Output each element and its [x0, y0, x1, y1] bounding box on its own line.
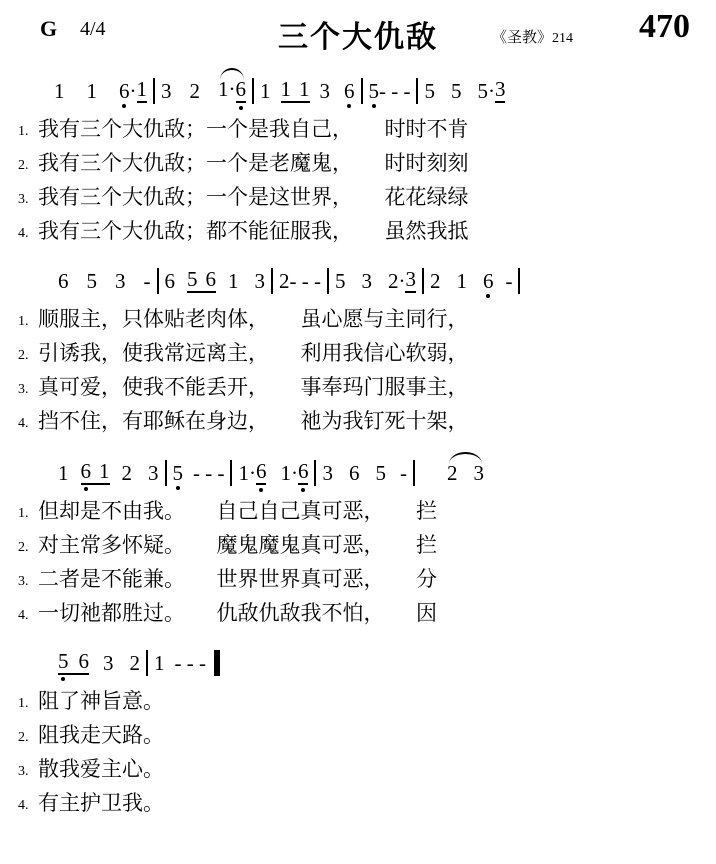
- note: 6: [78, 649, 89, 674]
- hymn-number: 470: [639, 8, 690, 45]
- note: 5: [172, 460, 183, 485]
- verse-number: 1.: [18, 124, 29, 139]
- note: 6: [482, 268, 494, 293]
- time-signature: 4/4: [80, 18, 106, 40]
- note: 1: [456, 268, 467, 293]
- lyrics-block-4: [18, 684, 698, 820]
- page-header: [18, 6, 698, 62]
- verse-number: 3.: [18, 192, 29, 208]
- note: 1: [260, 78, 271, 103]
- lyric-line: [18, 562, 698, 596]
- note: 1: [99, 459, 110, 484]
- verse-number: 2.: [18, 540, 29, 556]
- note: 1: [58, 460, 69, 485]
- dash: - - -: [193, 460, 225, 485]
- source-reference: [492, 26, 573, 47]
- note: 1: [299, 77, 310, 101]
- verse-number: 1.: [18, 506, 29, 522]
- barline: [518, 268, 520, 294]
- dot-prolong: ·: [228, 77, 236, 101]
- note: 5: [424, 78, 435, 103]
- barline: [416, 78, 418, 104]
- lyric-line: [18, 404, 698, 438]
- note: 3: [148, 460, 159, 485]
- lyric-line: [18, 302, 698, 336]
- note: 3: [322, 460, 333, 485]
- verse-number: 4.: [18, 798, 29, 814]
- note: 1: [238, 460, 249, 485]
- note: 3: [473, 460, 484, 485]
- lyric-line: [18, 528, 698, 562]
- lyric-text: 我有三个大仇敌；一个是这世界， 花花绿绿: [38, 185, 469, 210]
- lyric-text: 我有三个大仇敌；都不能征服我， 虽然我抵: [38, 219, 469, 244]
- lyric-line: [18, 370, 698, 404]
- note: 2: [429, 268, 441, 293]
- dash: - - -: [174, 650, 206, 675]
- note: 5: [334, 268, 346, 293]
- note: 2: [279, 268, 290, 293]
- note: 6: [344, 78, 355, 103]
- note: 6: [255, 459, 267, 484]
- music-system-3: [18, 454, 698, 630]
- note: 1: [154, 650, 165, 675]
- dot-prolong: ·: [487, 78, 495, 103]
- barline: [146, 650, 148, 676]
- note: 1: [228, 268, 239, 293]
- verse-number: 3.: [18, 764, 29, 780]
- beamed-group: [187, 269, 216, 293]
- note: 2: [189, 78, 200, 103]
- page-title: 三个大仇敌: [278, 20, 438, 55]
- note: 3: [103, 650, 114, 675]
- note: 2: [121, 460, 132, 485]
- barline: [327, 268, 329, 294]
- barline: [413, 460, 415, 486]
- note: 1: [280, 77, 291, 101]
- dash: -: [505, 268, 513, 293]
- barline: [271, 268, 273, 294]
- note: 5: [368, 78, 379, 103]
- verse-number: 2.: [18, 348, 29, 364]
- dash: - - -: [289, 268, 321, 293]
- lyric-text: 二者是不能兼。 世界世界真可恶， 分: [38, 567, 437, 592]
- lyric-line: [18, 146, 698, 180]
- note: 6: [297, 459, 309, 484]
- note: 6: [164, 268, 175, 293]
- lyric-text: 阻我走天路。: [38, 723, 164, 748]
- barline: [252, 78, 254, 104]
- lyric-text: 对主常多怀疑。 魔鬼魔鬼真可恶， 拦: [38, 533, 437, 558]
- verse-number: 2.: [18, 158, 29, 174]
- lyric-text: 一切祂都胜过。 仇敌仇敌我不怕， 因: [38, 601, 437, 626]
- lyric-text: 挡不住，有耶稣在身边， 祂为我钉死十架，: [38, 409, 469, 434]
- dash: - - -: [379, 78, 411, 103]
- music-system-1: [18, 72, 698, 248]
- verse-number: 4.: [18, 226, 29, 242]
- note: 5: [375, 460, 386, 485]
- lyric-text: 我有三个大仇敌；一个是我自己， 时时不肯: [38, 117, 469, 141]
- note: 3: [361, 268, 372, 293]
- note: 5: [187, 267, 198, 292]
- barline: [157, 268, 159, 294]
- lyric-line: [18, 494, 698, 528]
- lyric-line: [18, 112, 698, 146]
- note: 3: [494, 77, 506, 101]
- note: 3: [405, 267, 416, 292]
- lyric-text: 但却是不由我。 自己自己真可恶， 拦: [38, 499, 437, 524]
- lyrics-block-2: [18, 302, 698, 438]
- notation-line-2: [18, 262, 698, 300]
- final-barline: [214, 650, 220, 676]
- verse-number: 3.: [18, 574, 29, 590]
- barline: [165, 460, 167, 486]
- lyric-line: [18, 752, 698, 786]
- dash: -: [143, 268, 151, 293]
- verse-number: 4.: [18, 608, 29, 624]
- note: 6: [58, 268, 69, 293]
- dot-prolong: ·: [248, 460, 256, 485]
- note: 5: [86, 268, 97, 293]
- note: 2: [129, 650, 140, 675]
- notation-line-1: [18, 72, 698, 110]
- note: 5: [450, 78, 462, 103]
- barline: [153, 78, 155, 104]
- music-system-2: [18, 262, 698, 438]
- barline: [230, 460, 232, 486]
- barline: [361, 78, 363, 104]
- note: 5: [58, 649, 69, 674]
- lyric-text: 真可爱，使我不能丢开， 事奉玛门服事主，: [38, 375, 469, 400]
- note: 1: [218, 77, 229, 101]
- beamed-group: [58, 651, 89, 675]
- slur-mark: [446, 460, 484, 485]
- key-signature: G: [40, 16, 58, 41]
- lyric-line: [18, 786, 698, 820]
- lyric-line: [18, 596, 698, 630]
- verse-number: 1.: [18, 696, 29, 712]
- music-system-4: [18, 644, 698, 820]
- beamed-group: [281, 79, 310, 103]
- note: 6: [119, 78, 130, 103]
- barline: [422, 268, 424, 294]
- notation-line-4: [18, 644, 698, 682]
- note: 3: [319, 78, 330, 103]
- verse-number: 1.: [18, 314, 29, 330]
- note: 3: [254, 268, 265, 293]
- source-number: 214: [552, 31, 574, 46]
- dot-prolong: ·: [290, 460, 298, 485]
- dot-prolong: ·: [129, 78, 137, 103]
- lyric-line: [18, 718, 698, 752]
- note: 1: [136, 77, 147, 101]
- note: 5: [477, 78, 488, 103]
- note: 6: [348, 460, 360, 485]
- verse-number: 4.: [18, 416, 29, 432]
- lyric-line: [18, 214, 698, 248]
- lyric-line: [18, 336, 698, 370]
- dot-prolong: ·: [398, 268, 406, 293]
- note: 3: [161, 78, 172, 103]
- lyric-text: 引诱我，使我常远离主， 利用我信心软弱，: [38, 341, 469, 366]
- note: 6: [205, 267, 216, 292]
- lyric-text: 有主护卫我。: [38, 791, 164, 816]
- note: 1: [86, 78, 97, 103]
- lyrics-block-1: [18, 112, 698, 248]
- beamed-group: [81, 461, 110, 485]
- lyric-text: 散我爱主心。: [38, 757, 164, 782]
- note: 1: [54, 78, 65, 103]
- slur-mark: [218, 79, 246, 103]
- lyric-line: [18, 684, 698, 718]
- lyric-text: 顺服主，只体贴老肉体， 虽心愿与主同行，: [38, 307, 469, 332]
- lyric-text: 我有三个大仇敌；一个是老魔鬼， 时时刻刻: [38, 151, 469, 176]
- barline: [314, 460, 316, 486]
- verse-number: 2.: [18, 730, 29, 746]
- note: 6: [80, 459, 91, 484]
- note: 6: [235, 77, 246, 101]
- verse-number: 3.: [18, 382, 29, 398]
- lyric-text: 阻了神旨意。: [38, 689, 164, 714]
- lyrics-block-3: [18, 494, 698, 630]
- note: 2: [446, 460, 458, 485]
- source-book: 《圣教》: [492, 28, 553, 46]
- note: 3: [115, 268, 126, 293]
- lyric-line: [18, 180, 698, 214]
- dash: -: [399, 460, 407, 485]
- note: 2: [387, 268, 399, 293]
- notation-line-3: [18, 454, 698, 492]
- note: 1: [280, 460, 291, 485]
